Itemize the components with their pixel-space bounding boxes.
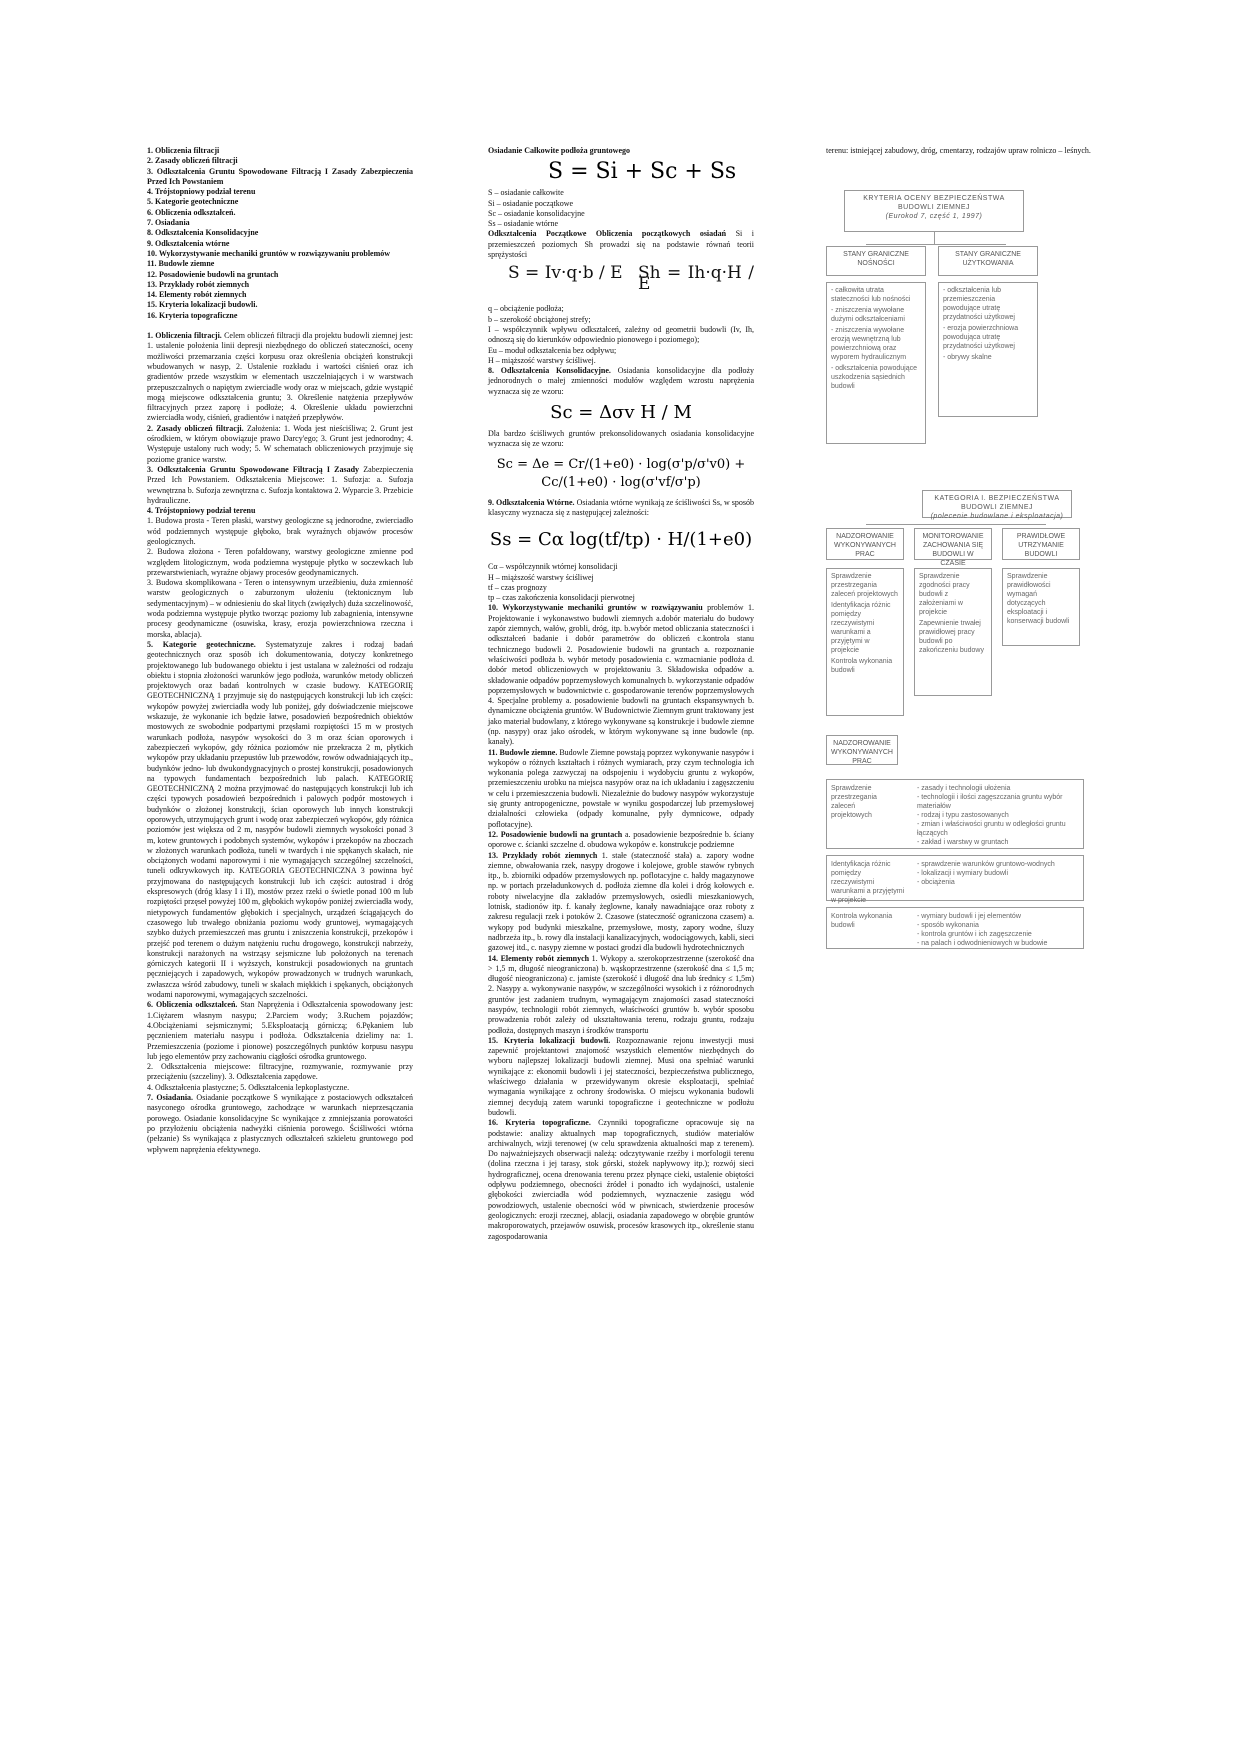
- diagram-left-head: STANY GRANICZNE NOŚNOŚCI: [826, 246, 926, 276]
- paragraph: 9. Odkształcenia Wtórne. Osiadania wtórne wynikają ze ściśliwości Ss, w sposób klasyczny wyznacza się z następującej zależności:: [488, 497, 755, 517]
- equation-secondary: Ss = Cα log(tf/tp) · H/(1+e0): [489, 529, 753, 551]
- left-body: [147, 331, 413, 1155]
- paragraph: 14. Elementy robót ziemnych 1. Wykopy a. szerokoprzestrzenne (szerokość dna > 1,5 m, długość nieograniczona) b. wąskoprzestrzenne (szerokość dna ≤ 1,5 m; długość nieograniczona) c. jamiste (szerokość i długość dna lub średnicy ≤ 1,5m) 2. Nasypy a. wykonywanie nasypów, w szczególności wysokich i z różnorodnych gruntów jest zadaniem trudnym, wymagającym znajomości zasad stateczności nasypów, technologii robót ziemnych, właściwości gruntów b. wybór sposobu prowadzenia robót zależy od ukształtowania terenu, rodzaju gruntu, rodzaju podłoża, dostępnych maszyn i środków transportu: [488, 953, 754, 1035]
- toc-item: 4. Trójstopniowy podział terenu: [147, 187, 256, 197]
- toc-item: 10. Wykorzystywanie mechaniki gruntów w rozwiązywaniu problemów: [147, 248, 391, 258]
- toc-item: 12. Posadowienie budowli na gruntach: [147, 269, 279, 279]
- definition: H – miąższość warstwy ściśliwej.: [488, 355, 596, 365]
- diagram-list: Sprawdzenie zgodności pracy budowli z założeniami w projekcie Zapewnienie trwałej prawidłowej pracy budowli po zakończeniu budowy: [914, 568, 992, 696]
- paragraph: 5. Kategorie geotechniczne. Systematyzuje zakres i rodzaj badań geotechnicznych oraz sposób ich dokumentowania, dotyczy konkretnego projektowanego lub budowanego obiektu i jest ustalana w zależności od rodzaju obiektu i stopnia złożoności warunków jego podłoża, warunków metody obliczeń projektowych oraz badań kontrolnych w czasie budowy. KATEGORIĘ GEOTECHNICZNĄ 1 przyjmuje się do następujących konstrukcji lub ich części: wykopów powyżej zwierciadła wody lub poniżej, gdy doświadczenie miejscowe wskazuje, że wykonanie ich będzie łatwe, posadowień bezpośrednich obiektów mostowych ze swobodnie podpartymi przęsłami rozpiętości 15 m w prostych warunkach podłoża, nasypów wysokości do 3 m oraz ścian oporowych i zabezpieczeń wykopów, gdy różnica poziomów nie przekracza 2 m, płytkich wykopów przy układaniu przepustów lub przewodów, rowów odwadniających itp., budynków jedno- lub dwukondygnacyjnych o prostej konstrukcji, posadowionych na typowych fundamentach bezpośrednich lub palach. KATEGORIĘ GEOTECHNICZNĄ 2 można przyjmować do następujących konstrukcji lub ich części typowych posadowień bezpośrednich i palowych podpór mostowych i budynków o złożonej konstrukcji, ścian oporowych lub innych konstrukcji oporowych, utrzymujących grunt i wodę oraz zabezpieczeń wykopów, gdy różnica poziomów jest większa od 2 m, nasypów budowli ziemnych wysokości ponad 3 m, kotew gruntowych i podobnych systemów, wykopów i przekopów na zboczach w złożonych warunkach podłoża, tuneli w twardych i nie spękanych skałach, nie obciążonych wodami naporowymi i nie wymagających szczególnej szczelności, tuneli odkrywkowych itp. KATEGORIA GEOTECHNICZNA 3 powinna być przyjmowana do następujących konstrukcji lub ich części: autostrad i dróg ekspresowych (dróg klasy I i II), mostów przez rzeki o świetle ponad 100 m lub rozpiętości przęseł powyżej 100 m, głębokich wykopów poniżej zwierciadła wody, nietypowych fundamentów głębokich i specjalnych, urządzeń ściągających do czasowego lub trwałego obniżania poziomu wody gruntowej, wymagających szybko dużych przemieszczeń mas gruntu i zniszczenia konstrukcji, przekopów i przejść pod terenem o dużym natężeniu ruchu drogowego, konstrukcji nabrzeży, konstrukcji narażonych na wstrząsy sejsmiczne lub położonych na terenach górniczych kategorii II i wyższych, konstrukcji posadowionych na gruntach pęczniejących i zapadowych, wykopów prowadzonych w trudnych warunkach, zwłaszcza wśród zabudowy, tuneli w skałach miękkich i spękanych, obciążonych wodami naporowymi, wymagających szczelności.: [147, 639, 413, 1000]
- definition: tf – czas prognozy: [488, 582, 547, 592]
- toc-item: 14. Elementy robót ziemnych: [147, 290, 247, 300]
- paragraph: 12. Posadowienie budowli na gruntach a. posadowienie bezpośrednie b. ściany oporowe c. ścianki szczelne d. obudowa wykopów e. konstrukcje podziemne: [488, 829, 754, 850]
- paragraph: 6. Obliczenia odkształceń. Stan Naprężenia i Odkształcenia spowodowany jest: 1.Ciężarem własnym nasypu; 2.Parciem wody; 3.Ruchem pojazdów; 4.Obciążeniami sejsmicznymi; 5.Eksploatacją górniczą; 6.Pękaniem lub pęcznieniem materiału nasypu i podłoża. Odkształcenia dzielimy na: 1. Przemieszczenia (poziome i pionowe) poszczególnych punktów korpusu nasypu lub jego elementów przy zachowaniu ciągłości ośrodka gruntowego.: [147, 1000, 413, 1061]
- diagram-left-list: - całkowita utrata stateczności lub nośności - zniszczenia wywołane dużymi odkształceniami - zniszczenia wywołane erozją wewnętrzną lub powierzchniową oraz wyporem hydraulicznym - odkształcenia powodujące uszkodzenia sąsiednich budowli: [826, 282, 926, 444]
- diagram-title-box: NADZOROWANIE WYKONYWANYCH PRAC: [826, 735, 898, 765]
- paragraph: 4. Trójstopniowy podział terenu: [147, 506, 256, 516]
- paragraph: 3. Budowa skomplikowana - Teren o intensywnym urzeźbieniu, duża zmienność warstw geologicznych o zaburzonym ułożeniu (tektonicznym lub sedymentacyjnym) – w odniesieniu do skał litych (zwięzłych) duża szczelinowość, woda podziemna występuje płytko tworząc poziomy lub zabagnienia, intensywne procesy geodynamiczne (osuwiska, krasy, erozja powierzchniowa rzeczna i morska, ablacja).: [147, 578, 413, 639]
- table-of-contents: [147, 146, 413, 321]
- definition-list: [488, 562, 754, 603]
- toc-item: 6. Obliczenia odkształceń.: [147, 207, 236, 217]
- paragraph: 11. Budowle ziemne. Budowle Ziemne powstają poprzez wykonywanie nasypów i wykopów o różnych kształtach i różnych wymiarach, przy czym technologia ich wykonania polega zazwyczaj na odspojeniu i wydobyciu gruntu z wykopów, przemieszczeniu urobku na miejsca nasypów oraz na ich układaniu i zagęszczeniu w celu i przemieszczenia budowli. Niezależnie do budowy nasypów wykorzystuje się grunty antropogeniczne, powstałe w wyniku gospodarczej lub przemysłowej działalności człowieka (odpady komunalne, pyły dymnicowe, odpady poflotacyjne).: [488, 747, 754, 829]
- equation-vertical: S = Iv·q·b / E: [508, 263, 623, 284]
- paragraph: 13. Przykłady robót ziemnych 1. stałe (stateczność stała) a. zapory wodne ziemne, obwałowania rzek, nasypy drogowe i kolejowe, groble stawów rybnych itp., b. zbiorniki odpadów przemysłowych np. poflotacyjne c. hałdy magazynowe np. w portach przeładunkowych d. podłoża ziemne dla kolei i dróg kołowych e. roboty niwelacyjne dla zakładów przemysłowych, osiedli mieszkaniowych, lotnisk, stadionów itp. f. kanały żeglowne, kanały nawadniające oraz roboty z zakresu regulacji rzek i potoków 2. Czasowe (stateczność ograniczona czasem) a. wykopy pod budynki mieszkalne, przemysłowe, mosty, zapory wodne, śluzy nadbrzeża itp., b. rowy dla instalacji kanalizacyjnych, wodociągowych, kabli, sieci gazowej itd., c. nasypy ziemne w postaci grodzi dla budowli hydrotechnicznych: [488, 850, 754, 953]
- middle-body: [488, 603, 754, 1241]
- left-column: [147, 146, 413, 1155]
- toc-item: 16. Kryteria topograficzne: [147, 310, 238, 320]
- definition: I – współczynnik wpływu odkształceń, zależny od geometrii budowli (Iv, Ih, odnoszą się do kierunków odpowiednio pionowego i poziomego);: [488, 324, 754, 345]
- middle-column: [488, 146, 754, 1242]
- equation-horizontal: Sh = Ih·q·H / E: [638, 263, 754, 294]
- diagram-safety-categories: [826, 490, 1084, 720]
- equation-consolidation: Sc = Δσv H / M: [550, 402, 692, 424]
- toc-item: 8. Odkształcenia Konsolidacyjne: [147, 228, 259, 238]
- paragraph: 4. Odkształcenia plastyczne; 5. Odkształcenia lepkoplastyczne.: [147, 1082, 350, 1092]
- definition: Ss – osiadanie wtórne: [488, 219, 558, 229]
- diagram-head: PRAWIDŁOWE UTRZYMANIE BUDOWLI: [1002, 528, 1080, 560]
- paragraph: 10. Wykorzystywanie mechaniki gruntów w rozwiązywaniu problemów 1. Projektowanie i wykonawstwo budowli ziemnych a.dobór materiału do budowy zapór ziemnych, wałów, grobli, dróg, itp. b.wybór metod obliczania stateczności i odkształceń badanie i dobór parametrów do obliczeń c.kontrola stanu technicznego budowli 2. Posadowienie budowli na gruntach a. rozpoznanie właściwości podłoża b. wybór metody posadowienia c. wzmacnianie podłoża d. dobór metod obliczeniowych w projektowaniu 3. Składowiska odpadów a. składowanie odpadów poprzemysłowych komunalnych b. wykorzystanie odpadów poprzemysłowych w budownictwie c. gospodarowanie terenów poprzemysłowych 4. Specjalne problemy a. posadowienie budowli na gruntach ekspansywnych b. dynamiczne obciążenia gruntów. W Budownictwie Ziemnym grunt traktowany jest jako materiał budowlany, z którego wykonywane są konstrukcje i budowle ziemne (np. nasypy) oraz jako ośrodek, w którym wykonywane są inne budowle (np. kanały).: [488, 603, 755, 747]
- paragraph: terenu: istniejącej zabudowy, dróg, cmentarzy, rodzajów upraw rolniczo – leśnych.: [826, 146, 1091, 155]
- definition-list: [488, 304, 754, 366]
- diagram-list: Sprawdzenie prawidłowości wymagań dotyczących eksploatacji i konserwacji budowli: [1002, 568, 1080, 646]
- equation-total-settlement: S = Si + Sc + Ss: [548, 159, 737, 185]
- paragraph: 1. Budowa prosta - Teren płaski, warstwy geologiczne są jednorodne, zwierciadło wód podziemnych występuje głęboko, brak wyraźnych objawów procesów geologicznych.: [147, 516, 413, 546]
- paragraph: 8. Odkształcenia Konsolidacyjne. Osiadania konsolidacyjne dla podłoży jednorodnych o małej zmienności modułów względem wzrostu naprężenia wyznacza się ze wzoru:: [488, 366, 754, 396]
- definition: H – miąższość warstwy ściśliwej: [488, 572, 594, 582]
- equation-preconsolidated: Sc = Δe = Cr/(1+e0) · log(σ'p/σ'v0) + Cc/(1+e0) · log(σ'vf/σ'p): [496, 456, 746, 490]
- toc-item: 15. Kryteria lokalizacji budowli.: [147, 300, 258, 310]
- definition: q – obciążenie podłoża;: [488, 304, 564, 314]
- definition: S – osiadanie całkowite: [488, 188, 564, 198]
- equation-initial-settlement: [488, 260, 754, 304]
- paragraph: 16. Kryteria topograficzne. Czynniki topograficzne opracowuje się na podstawie: analizy aktualnych map topograficznych, studiów materiałów archiwalnych, wizji terenowej (w celu sprawdzenia aktualności map z terenem). Do najważniejszych obserwacji należą: odczytywanie rzeźby i morfologii terenu (dolina rzeczna i jej tarasy, stok górski, stożek napływowy itp.); rozwój sieci hydrograficznej, ocena drenowania terenu przez płynące cieki, ustalenie obiętości odpływu podziemnego, obecności źródeł i ponadto ich wydajności, ustalenie głębokości zwierciadła wód podziemnych, wyznaczenie zasięgu wód powodziowych, ustalenie obecności wód w piwnicach, stwierdzenie procesów geologicznych: erozji rzecznej, ablacji, osiadania zapadowego w obrębie gruntów makroporowatych, przejawów osuwisk, procesów krasowych itp., określenie stanu zagospodarowania: [488, 1118, 755, 1241]
- paragraph: 2. Budowa złożona - Teren pofałdowany, warstwy geologiczne zmienne pod względem litologicznym, woda podziemna występuje płytko w soczewkach lub przewarstwieniach, wyraźne objawy procesów geodynamicznych.: [147, 547, 413, 577]
- toc-item: 3. Odkształcenia Gruntu Spowodowane Filtracją I Zasady Zabezpieczenia Przed Ich Powstaniem: [147, 166, 413, 186]
- paragraph: 3. Odkształcenia Gruntu Spowodowane Filtracją I Zasady Zabezpieczenia Przed Ich Powstaniem. Odkształcenia Miejscowe: 1. Sufozja: a. Sufozja wewnętrzna b. Sufozja zewnętrzna c. Sufozja kontaktowa 2. Wyparcie 3. Przebicie hydrauliczne.: [147, 464, 413, 505]
- right-column: [826, 146, 1094, 156]
- paragraph: 2. Odkształcenia miejscowe: filtracyjne, rozmywanie, rozmywanie przy przeciążeniu (szczeliny). 3. Odkształcenia zapędowe.: [147, 1062, 413, 1082]
- diagram-right-list: - odkształcenia lub przemieszczenia powodujące utratę przydatności użytkowej - erozja powierzchniowa powodująca utratę przydatności użytkowej - obrywy skalne: [938, 282, 1038, 417]
- paragraph: 2. Zasady obliczeń filtracji. Założenia: 1. Woda jest nieściśliwa; 2. Grunt jest ośrodkiem, w którym obowiązuje prawo Darcy'ego; 3. Grunt jest jednorodny; 4. Występuje ustalony ruch wody; 5. W schematach obliczeniowych przyjmuje się poziome granice warstw.: [147, 423, 413, 464]
- diagram-row: Identyfikacja różnic pomiędzy rzeczywistymi warunkami a przyjętymi w projekcie - sprawdzenie warunków gruntowo-wodnych - lokalizacji i wymiary budowli - obciążenia: [826, 855, 1084, 901]
- definition: Cα – współczynnik wtórnej konsolidacji: [488, 562, 618, 572]
- toc-item: 7. Osiadania: [147, 218, 190, 228]
- definition: b – szerokość obciążonej strefy;: [488, 314, 591, 324]
- definition: Eu – moduł odkształcenia bez odpływu;: [488, 345, 617, 355]
- diagram-supervision: [826, 735, 1084, 950]
- diagram-head: MONITOROWANIE ZACHOWANIA SIĘ BUDOWLI W CZASIE: [914, 528, 992, 560]
- diagram-row: Sprawdzenie przestrzegania zaleceń projektowych - zasady i technologii ułożenia - technologii i ilości zagęszczania gruntu wybór materiałów - rodzaj i typu zastosowanych - zmian i właściwości gruntu w odległości gruntu łączących - zakład i warstwy w gruntach: [826, 779, 1084, 849]
- toc-item: 1. Obliczenia filtracji: [147, 146, 220, 155]
- toc-item: 13. Przykłady robót ziemnych: [147, 279, 250, 289]
- definition: Sc – osiadanie konsolidacyjne: [488, 208, 585, 218]
- toc-item: 2. Zasady obliczeń filtracji: [147, 156, 238, 166]
- toc-item: 9. Odkształcenia wtórne: [147, 238, 230, 248]
- section-heading: Osiadanie Całkowite podłoża gruntowego: [488, 146, 631, 155]
- diagram-title-box: KRYTERIA OCENY BEZPIECZEŃSTWA BUDOWLI ZIEMNEJ (Eurokod 7, część 1, 1997): [844, 190, 1024, 232]
- paragraph: 7. Osiadania. Osiadanie początkowe S wynikające z postaciowych odkształceń nasyconego ośrodka gruntowego, zachodzące w warunkach nieprzesączania porowego. Osiadanie konsolidacyjne Sc wynikające z zmniejszania porowatości po przyłożeniu obciążenia nadwyżki ciśnienia porowego. Ściśliwości wtórna (pełzanie) Ss wynikająca z plastycznych odkształceń szkieletu gruntowego pod wpływem naprężenia efektywnego.: [147, 1093, 413, 1154]
- definition: Si – osiadanie początkowe: [488, 198, 574, 208]
- toc-item: 5. Kategorie geotechniczne: [147, 197, 239, 207]
- paragraph: 15. Kryteria lokalizacji budowli. Rozpoznawanie rejonu inwestycji musi zapewnić projektantowi znajomość wszystkich elementów niezbędnych do wyboru najlepszej lokalizacji budowli ziemnej. Musi ona spełniać warunki wynikające z: ekonomii budowli i jej stateczności, bezpieczeństwa publicznego, właściwego działania w przewidywanym okresie eksploatacji, spełniać wymagania wynikające z ochrony środowiska. O miejscu wykonania budowli ziemnej decydują zatem warunki topograficzne i geotechniczne w podłożu budowli.: [488, 1035, 755, 1117]
- paragraph: 1. Obliczenia filtracji. Celem obliczeń filtracji dla projektu budowli ziemnej jest: 1. ustalenie położenia linii depresji niezbędnego do obliczeń stateczności, oceny możliwości przemarzania części korpusu oraz określenia obciążeń konstrukcji wbudowanych w nasyp, 2. Ustalenie rozkładu i wartości ciśnień oraz ich gradientów przede wszystkim w elementach uszczelniających i w warstwach przepuszczalnych o napiętym zwierciadle wody oraz w miejscach, gdzie wystąpić mogą miejscowe odkształcenia gruntu; 3. Określenie natężenia przepływów filtracyjnych przez zaporę i podłoże; 4. Określenie układu powierzchni zwierciadła wody, ciśnień, gradientów i natężeń przepływów.: [147, 331, 413, 423]
- definition: tp – czas zakończenia konsolidacji pierwotnej: [488, 593, 635, 603]
- definition-list: [488, 188, 754, 229]
- paragraph: Dla bardzo ściśliwych gruntów prekonsolidowanych osiadania konsolidacyjne wyznacza się ze wzoru:: [488, 429, 754, 449]
- diagram-right-head: STANY GRANICZNE UŻYTKOWANIA: [938, 246, 1038, 276]
- diagram-head: NADZOROWANIE WYKONYWANYCH PRAC: [826, 528, 904, 560]
- toc-item: 11. Budowle ziemne: [147, 259, 215, 269]
- diagram-list: Sprawdzenie przestrzegania zaleceń projektowych Identyfikacja różnic pomiędzy rzeczywistymi warunkami a przyjętymi w projekcie Kontrola wykonania budowli: [826, 568, 904, 716]
- paragraph: Odkształcenia Początkowe Obliczenia początkowych osiadań Si i przemieszczeń poziomych Sh prowadzi się na podstawie równań teorii sprężystości: [488, 229, 754, 260]
- diagram-safety-criteria: [826, 190, 1046, 445]
- diagram-row: Kontrola wykonania budowli - wymiary budowli i jej elementów - sposób wykonania - kontrola gruntów i ich zagęszczenie - na palach i odwodnieniowych w budowie: [826, 907, 1084, 949]
- diagram-title-box: KATEGORIA I. BEZPIECZEŃSTWA BUDOWLI ZIEMNEJ (polecenie budowlane i eksploatacja): [922, 490, 1072, 518]
